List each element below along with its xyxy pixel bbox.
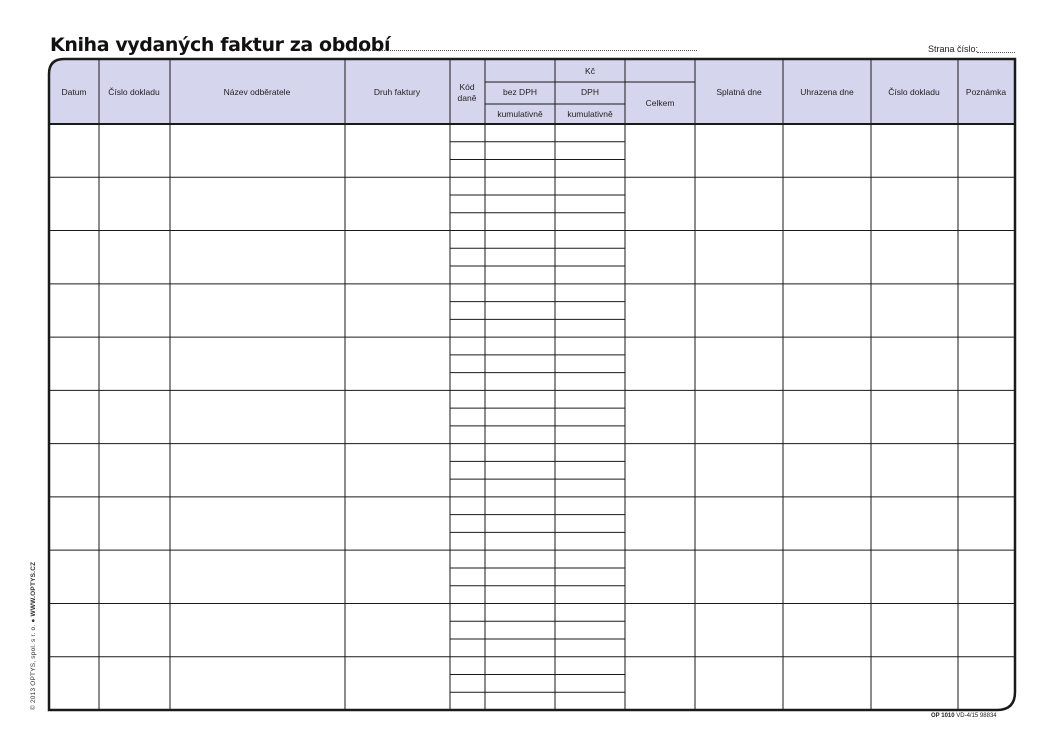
header-kumulativne-bez-dph: kumulativně <box>497 109 543 119</box>
header-kc: Kč <box>585 66 595 76</box>
header-druh-faktury: Druh faktury <box>373 87 421 97</box>
header-kumulativne-dph: kumulativně <box>567 109 613 119</box>
header-cislo-dokladu: Číslo dokladu <box>108 87 160 97</box>
table-frame <box>49 59 1015 710</box>
header-celkem: Celkem <box>645 98 675 108</box>
header-uhrazena-dne: Uhrazena dne <box>800 87 854 97</box>
header-datum: Datum <box>61 87 87 97</box>
header-kod-dane-line2: daně <box>457 93 477 103</box>
page-number-label: Strana číslo: <box>928 44 979 54</box>
form-code-rest: VD-4/15 98834 <box>956 713 997 719</box>
copyright-vertical-text <box>30 562 37 710</box>
page-title: Kniha vydaných faktur za období <box>50 34 391 56</box>
header-kod-dane-line1: Kód <box>459 82 475 92</box>
header-cislo-dokladu-2: Číslo dokladu <box>888 87 940 97</box>
bullet-separator: ● <box>30 616 37 623</box>
header-splatna-dne: Splatná dne <box>716 87 762 97</box>
form-code-number: OP 1010 <box>931 713 955 719</box>
form-code <box>931 713 997 719</box>
header-dph: DPH <box>581 87 599 97</box>
header-poznamka: Poznámka <box>965 87 1007 97</box>
website-url: WWW.OPTYS.CZ <box>30 561 37 617</box>
header-bez-dph: bez DPH <box>502 87 538 97</box>
header-nazev-odberatele: Název odběratele <box>223 87 291 97</box>
copyright-text: © 2013 OPTYS, spol. s r. o. <box>30 624 37 710</box>
